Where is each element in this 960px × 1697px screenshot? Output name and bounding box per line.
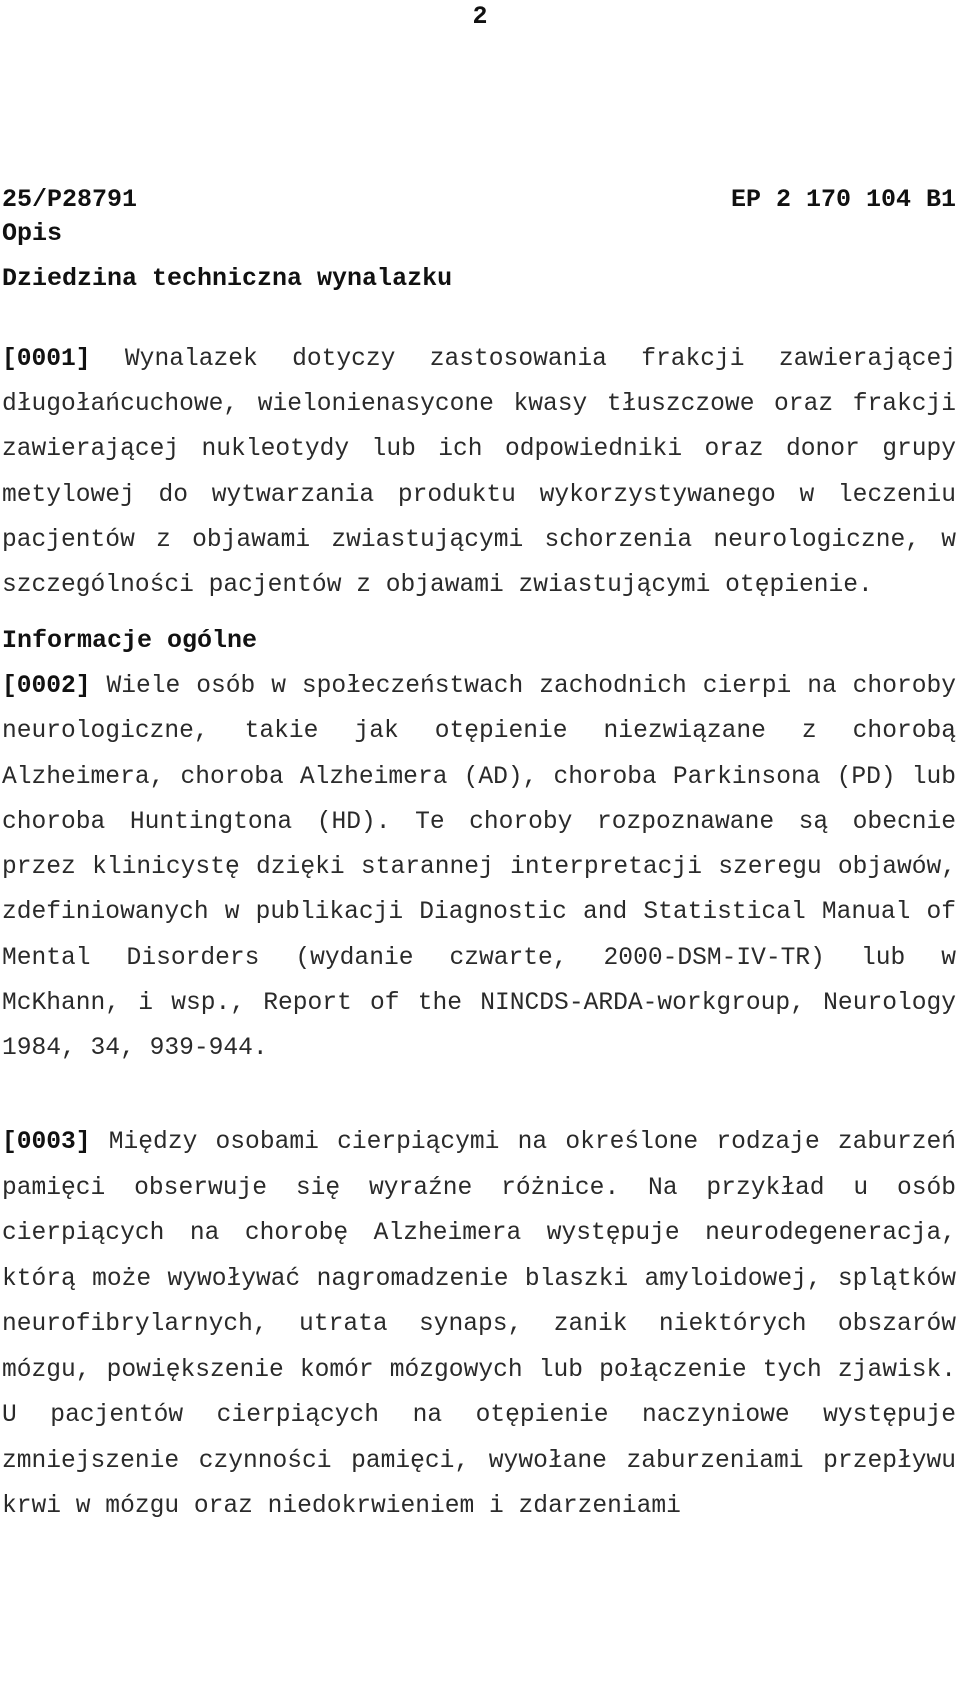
paragraph-text: Wynalazek dotyczy zastosowania frakcji zawierającej długołańcuchowe, wielonienasycone kwasy tłuszczowe oraz frakcji zawierającej nukleotydy lub ich odpowiedniki oraz donor grupy metylowej do wytwarzania produktu wykorzystywanego w leczeniu pacjentów z objawami zwiastującymi schorzenia neurologiczne, w szczególności pacjentów z objawami zwiastującymi otępienie. [2, 346, 956, 600]
paragraph-number: [0001] [2, 346, 91, 373]
paragraph-0001 [2, 337, 956, 608]
paragraph-text: Między osobami cierpiącymi na określone rodzaje zaburzeń pamięci obserwuje się wyraźne różnice. Na przykład u osób cierpiących na chorobę Alzheimera występuje neurodegeneracja, którą może wywoływać nagromadzenie blaszki amyloidowej, splątków neurofibrylarnych, utrata synaps, zanik niektórych obszarów mózgu, powiększenie komór mózgowych lub połączenie tych zjawisk. U pacjentów cierpiących na otępienie naczyniowe występuje zmniejszenie czynności pamięci, wywołane zaburzeniami przepływu krwi w mózgu oraz niedokrwieniem i zdarzeniami [2, 1129, 956, 1520]
paragraph-number: [0003] [2, 1129, 91, 1156]
section-title: Opis [2, 219, 63, 248]
paragraph-0002 [2, 664, 956, 1072]
general-heading: Informacje ogólne [2, 626, 258, 655]
paragraph-number: [0002] [2, 673, 91, 700]
field-heading: Dziedzina techniczna wynalazku [2, 264, 453, 293]
page-number: 2 [472, 2, 488, 31]
patent-number: EP 2 170 104 B1 [730, 185, 956, 214]
paragraph-text: Wiele osób w społeczeństwach zachodnich cierpi na choroby neurologiczne, takie jak otępienie niezwiązane z chorobą Alzheimera, choroba Alzheimera (AD), choroba Parkinsona (PD) lub choroba Huntingtona (HD). Te choroby rozpoznawane są obecnie przez klinicystę dzięki starannej interpretacji szeregu objawów, zdefiniowanych w publikacji Diagnostic and Statistical Manual of Mental Disorders (wydanie czwarte, 2000-DSM-IV-TR) lub w McKhann, i wsp., Report of the NINCDS-ARDA-workgroup, Neurology 1984, 34, 939-944. [2, 673, 956, 1063]
paragraph-0003 [2, 1120, 956, 1530]
document-id: 25/P28791 [2, 185, 138, 214]
